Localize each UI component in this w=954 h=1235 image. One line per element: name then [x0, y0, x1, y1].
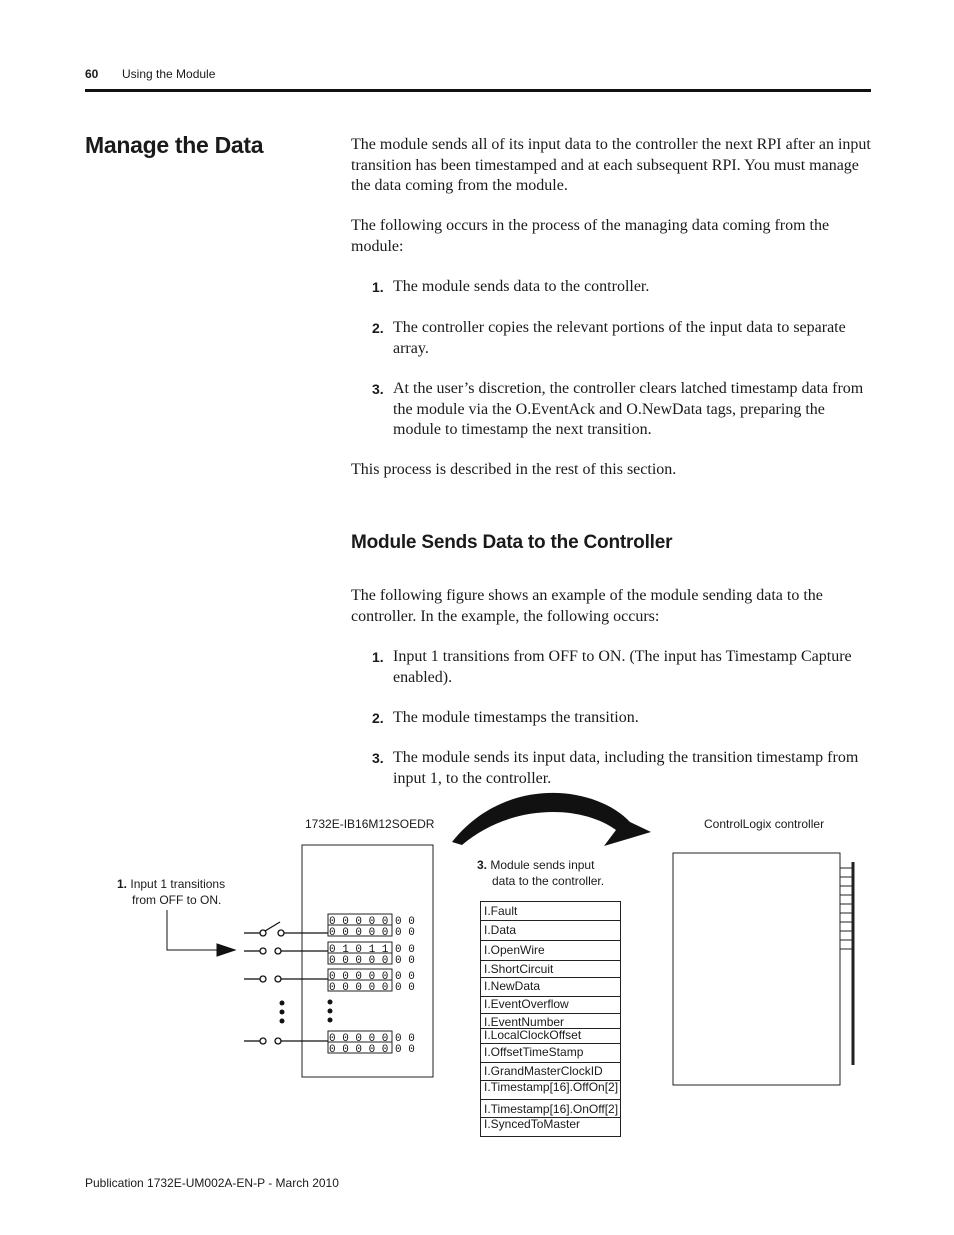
transfer-arrow-icon	[452, 793, 651, 846]
tag-row: I.LocalClockOffset	[481, 1029, 620, 1044]
callout-line: from OFF to ON.	[132, 893, 222, 907]
footer-publication: Publication 1732E-UM002A-EN-P - March 2010	[85, 1176, 339, 1190]
module-label: 1732E-IB16M12SOEDR	[305, 817, 435, 831]
step-number: 2.	[372, 320, 384, 336]
register-bits: 0 0 0 0 0 0 0	[329, 916, 415, 928]
section-title: Manage the Data	[85, 132, 264, 158]
tag-row: I.Data	[481, 921, 620, 941]
step-number: 3.	[372, 750, 384, 766]
process-intro: The following occurs in the process of the managing data coming from the module:	[351, 217, 830, 255]
step-number: 1.	[372, 279, 384, 295]
register-bits: 0 0 0 0 0 0 0	[329, 982, 415, 994]
controller-box	[673, 853, 840, 1085]
register-bits: 0 0 0 0 0 0 0	[329, 927, 415, 939]
step-text: At the user’s discretion, the controller clears latched timestamp data from the module via the O.EventAck and O.NewData tags, preparing the module to timestamp the next transition.	[393, 380, 864, 438]
tag-row: I.OpenWire	[481, 941, 620, 961]
page-number: 60	[85, 67, 99, 81]
subsection-title: Module Sends Data to the Controller	[351, 532, 673, 553]
step-number: 1.	[372, 649, 384, 665]
tag-row: I.EventOverflow	[481, 997, 620, 1014]
step-text: The controller copies the relevant portions of the input data to separate array.	[393, 319, 846, 357]
step-text: The module sends its input data, including the transition timestamp from input 1, to the controller.	[393, 749, 859, 787]
section-intro: The module sends all of its input data to the controller the next RPI after an input transition has been timestamped and at each subsequent RPI. You must manage the data coming from the module.	[351, 136, 871, 194]
register-bits: 0 0 0 0 0 0 0	[329, 971, 415, 983]
step-text: Input 1 transitions from OFF to ON. (The input has Timestamp Capture enabled).	[393, 648, 852, 686]
tag-row: I.EventNumber	[481, 1014, 620, 1029]
tag-row: I.OffsetTimeStamp	[481, 1044, 620, 1063]
tag-row: I.NewData	[481, 978, 620, 997]
tag-row: I.GrandMasterClockID	[481, 1063, 620, 1081]
tag-row: I.Timestamp[16].OffOn[2]	[481, 1081, 620, 1100]
step-text: The module sends data to the controller.	[393, 278, 650, 295]
callout-line: Input 1 transitions	[130, 877, 226, 891]
callout-number: 1.	[117, 877, 128, 891]
callout-arrow-icon	[167, 910, 235, 956]
backplane-connector-icon	[840, 862, 853, 1065]
tag-row: I.SyncedToMaster	[484, 1118, 581, 1131]
register-bits: 0 1 0 1 1 0 0	[329, 944, 415, 956]
callout-line: Module sends input	[490, 858, 595, 872]
register-bits: 0 0 0 0 0 0 0	[329, 1033, 415, 1045]
step-text: The module timestamps the transition.	[393, 709, 639, 726]
tag-row: I.Fault	[481, 902, 620, 921]
register-bits: 0 0 0 0 0 0 0	[329, 955, 415, 967]
tag-row: I.ShortCircuit	[481, 961, 620, 978]
running-header-title: Using the Module	[122, 67, 216, 81]
process-outro: This process is described in the rest of this section.	[351, 461, 677, 478]
input-tag-table	[480, 901, 621, 1137]
step-number: 2.	[372, 710, 384, 726]
callout-number: 3.	[477, 858, 488, 872]
register-bits: 0 0 0 0 0 0 0	[329, 1044, 415, 1056]
tag-row: I.Timestamp[16].OnOff[2]	[481, 1100, 620, 1118]
step-number: 3.	[372, 381, 384, 397]
subsection-intro: The following figure shows an example of the module sending data to the controller. In the example, the following occurs:	[351, 587, 823, 625]
callout-line: data to the controller.	[492, 874, 605, 888]
controller-label: ControlLogix controller	[704, 817, 825, 831]
